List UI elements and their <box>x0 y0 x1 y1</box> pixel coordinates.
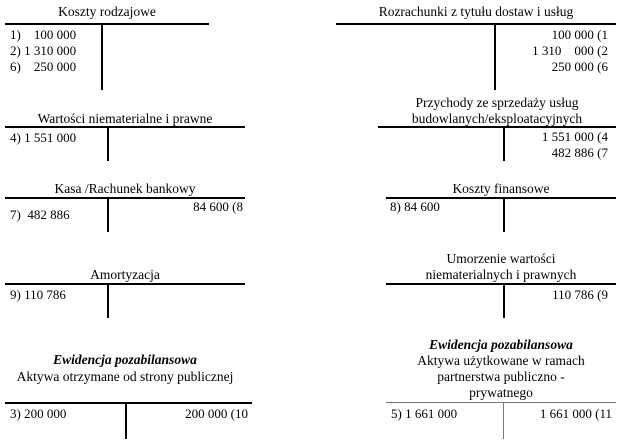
debit-entry: 4) 1 551 000 <box>10 130 77 145</box>
account-title: niematerialnych i prawnych <box>425 267 577 282</box>
account-title: Amortyzacja <box>90 267 160 282</box>
account-title: Rozrachunki z tytułu dostaw i usług <box>378 4 574 19</box>
account-title: Aktywa użytkowane w ramach <box>417 353 585 368</box>
t-account-divider <box>494 23 496 90</box>
debit-entry: 1) 100 000 <box>10 27 77 42</box>
account-title: Umorzenie wartości <box>446 251 556 266</box>
debit-entry: 9) 110 786 <box>10 287 66 302</box>
debit-entry: 7) 482 886 <box>10 207 70 222</box>
credit-entry: 84 600 (8 <box>193 199 243 214</box>
account-title: Kasa /Rachunek bankowy <box>54 181 196 196</box>
t-account-top-line <box>386 283 616 285</box>
t-account-top-line <box>5 23 209 25</box>
section-heading: Ewidencja pozabilansowa <box>53 352 197 367</box>
credit-entry: 1 661 000 (11 <box>539 406 612 421</box>
account-title: Koszty rodzajowe <box>58 4 156 19</box>
credit-entry: 1 310 000 (2 <box>532 43 608 58</box>
credit-entry: 482 886 (7 <box>551 145 608 160</box>
account-title: partnerstwa publiczno - <box>437 369 565 384</box>
credit-entry: 250 000 (6 <box>551 59 608 74</box>
t-account-top-line <box>5 283 245 285</box>
t-account-divider <box>107 197 109 232</box>
account-title: prywatnego <box>469 385 533 400</box>
t-account-top-line <box>336 23 616 25</box>
t-account-divider <box>107 126 109 161</box>
debit-entry: 2) 1 310 000 <box>10 43 77 58</box>
t-account-top-line <box>386 402 616 403</box>
account-title: budowlanych/eksploatacyjnych <box>411 111 583 126</box>
credit-entry: 110 786 (9 <box>552 287 608 302</box>
credit-entry: 100 000 (1 <box>551 27 608 42</box>
account-title: Przychody ze sprzedaży usług <box>415 95 579 110</box>
t-account-top-line <box>378 126 616 128</box>
t-account-divider <box>503 126 505 161</box>
account-title: Koszty finansowe <box>452 181 550 196</box>
t-account-divider <box>107 283 109 318</box>
credit-entry: 200 000 (10 <box>185 406 248 421</box>
t-account-divider <box>125 402 127 439</box>
t-account-divider <box>503 402 504 439</box>
t-account-top-line <box>5 126 245 128</box>
debit-entry: 6) 250 000 <box>10 59 77 74</box>
debit-entry: 8) 84 600 <box>390 199 440 214</box>
debit-entry: 3) 200 000 <box>10 406 67 421</box>
t-account-divider <box>503 197 505 232</box>
t-account-top-line <box>5 402 252 404</box>
debit-entry: 5) 1 661 000 <box>391 406 458 421</box>
t-account-divider <box>101 23 103 90</box>
account-title: Aktywa otrzymane od strony publicznej <box>16 369 234 384</box>
section-heading: Ewidencja pozabilansowa <box>429 337 573 352</box>
credit-entry: 1 551 000 (4 <box>541 129 608 144</box>
account-title: Wartości niematerialne i prawne <box>37 111 213 126</box>
t-account-divider <box>503 283 505 318</box>
